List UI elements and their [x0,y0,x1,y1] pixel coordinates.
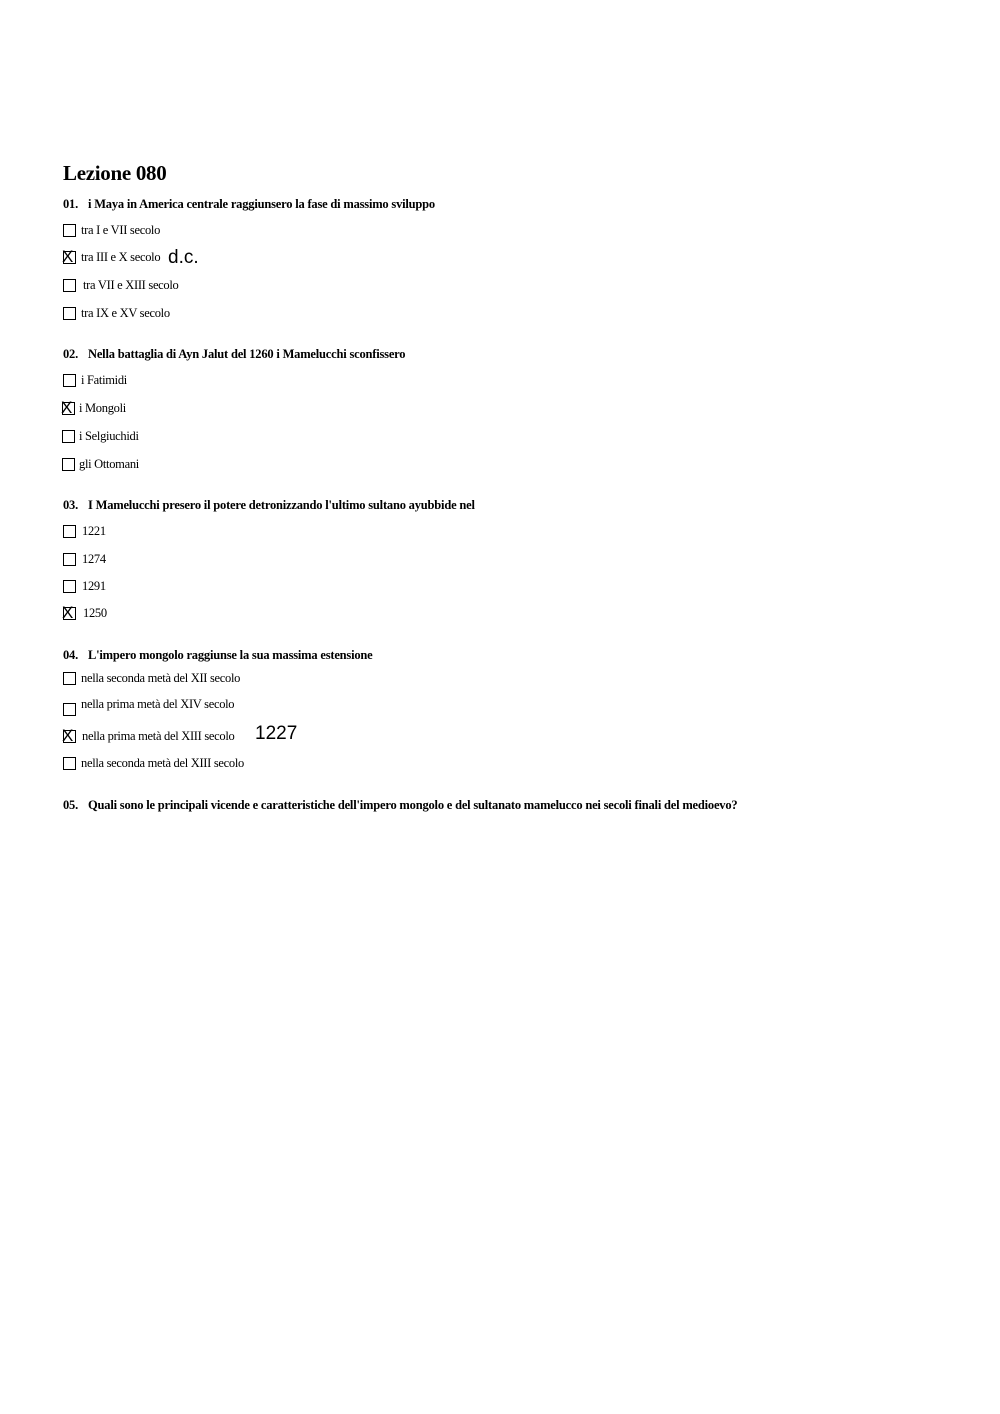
question-text: I Mamelucchi presero il potere detronizzando l'ultimo sultano ayubbide nel [88,498,475,512]
question-text: Nella battaglia di Ayn Jalut del 1260 i Mamelucchi sconfissero [88,347,406,361]
question-05 [63,798,737,813]
option-label: nella seconda metà del XIII secolo [81,756,244,770]
option-label: nella seconda metà del XII secolo [81,671,241,685]
question-number: 05. [63,798,79,812]
check-mark: X [62,603,74,622]
checkbox-q04-a[interactable] [63,672,76,685]
option-label: 1221 [82,524,106,538]
page-title: Lezione 080 [63,161,167,185]
question-number: 03. [63,498,79,512]
checkbox-q03-c[interactable] [63,580,76,593]
handwritten-note: 1227 [255,723,298,744]
option-label: 1274 [82,552,106,566]
checkbox-q03-b[interactable] [63,553,76,566]
checkbox-q01-c[interactable] [63,279,76,292]
question-04 [63,648,373,663]
option-label: tra IX e XV secolo [81,306,170,320]
option-label: 1291 [82,579,106,593]
checkbox-q02-a[interactable] [63,374,76,387]
option-label: tra I e VII secolo [81,223,161,237]
option-label: nella prima metà del XIV secolo [81,697,235,711]
checkbox-q02-d[interactable] [62,458,75,471]
checkbox-q01-d[interactable] [63,307,76,320]
checkbox-q04-c[interactable] [62,726,76,745]
question-02 [63,347,405,362]
option-label: i Selgiuchidi [79,429,139,443]
checkbox-q01-b[interactable] [62,247,76,266]
option-label: tra III e X secolo [81,250,161,264]
question-number: 02. [63,347,79,361]
checkbox-q01-a[interactable] [63,224,76,237]
checkbox-q03-d[interactable] [62,603,76,622]
option-label: 1250 [83,606,107,620]
option-label: gli Ottomani [79,457,139,471]
option-label: i Fatimidi [81,373,127,387]
check-mark: X [62,247,74,266]
option-label: tra VII e XIII secolo [83,278,179,292]
option-label: nella prima metà del XIII secolo [82,729,235,743]
checkbox-q02-b[interactable] [61,398,75,417]
option-label: i Mongoli [79,401,126,415]
checkbox-q02-c[interactable] [62,430,75,443]
checkbox-q04-b[interactable] [63,703,76,716]
question-01 [63,197,435,212]
question-number: 01. [63,197,79,211]
question-number: 04. [63,648,79,662]
handwritten-note: d.c. [168,247,199,268]
question-03 [63,498,475,513]
question-text: i Maya in America centrale raggiunsero la fase di massimo sviluppo [88,197,435,211]
check-mark: X [62,726,74,745]
question-text: L'impero mongolo raggiunse la sua massima estensione [88,648,373,662]
checkbox-q04-d[interactable] [63,757,76,770]
check-mark: X [61,398,73,417]
question-text: Quali sono le principali vicende e caratteristiche dell'impero mongolo e del sultanato mamelucco nei secoli finali del medioevo? [88,798,738,812]
checkbox-q03-a[interactable] [63,525,76,538]
